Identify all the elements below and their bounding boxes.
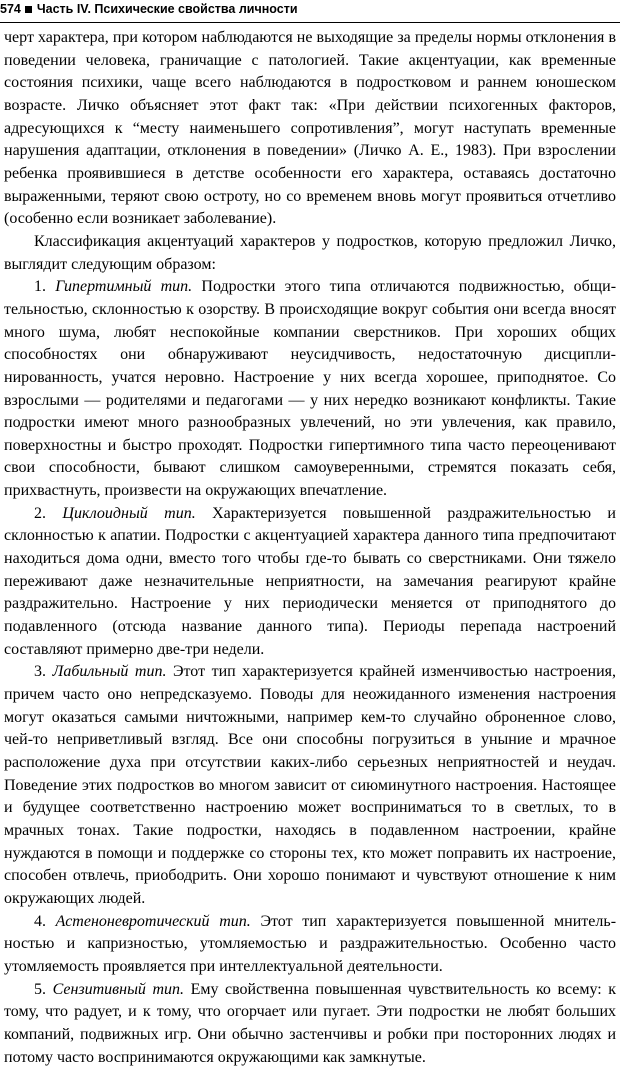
item-term: Сензитивный тип. <box>52 980 185 998</box>
item-text: Этот тип характеризуется крайней изменчивостью настроения, причем часто оно непредсказуемо. Поводы для неожиданного изменения настроения могут оказаться самыми ничтожными, например кем-то случайно оброненное слово, чей-то неприветливый взгляд. Все они способны погрузиться в уныние и мрачное расположение духа при отсутствии каких-либо серьезных неприятностей и неудач. Поведение этих подростков во многом зависит от сиюминутного настроения. Настоящее и будущее соответственно настроению может восприниматься то в светлых, то в мрачных тонах. Такие подростки, находясь в подавленном настроении, крайне нуждаются в помощи и поддержке со стороны тех, кто может поправить их настроение, способен отвлечь, приободрить. Они хорошо понимают и чувствуют отношение к ним окружающих людей. <box>4 663 617 907</box>
item-term: Лабильный тип. <box>52 663 167 681</box>
item-number: 5. <box>34 980 53 998</box>
paragraph-item-hyperthymic <box>4 276 616 503</box>
paragraph-item-asthenoneurotic <box>4 911 616 979</box>
item-number: 2. <box>34 504 63 522</box>
section-title: Часть IV. Психические свойства личности <box>36 2 298 16</box>
item-text: Ему свойственна повышенная чувствительность ко всему: к тому, что радует, и к тому, что огорчает или пугает. Эти подростки не любят больших компаний, подвижных игр. Они обычно застенчивы и робки при посторонних людях и потому часто воспринимаются окружающими как замкнутые. <box>4 980 617 1066</box>
item-number: 4. <box>34 912 56 930</box>
item-number: 1. <box>34 278 56 296</box>
page-body <box>4 27 616 1069</box>
running-header <box>0 0 620 23</box>
item-text: Характеризуется повышенной раздражительностью и склонностью к апатии. Подростки с акцентуацией характера данного типа предпочитают находиться дома одни, вместо того чтобы где-то бывать со сверстниками. Они тяжело переживают даже незначительные неприятности, на замечания реагируют крайне раздражительно. Настроение у них периодически меняется от приподнятого до подавленного (отсюда название данного типа). Периоды перепада настроений составляют примерно две-три недели. <box>4 504 616 658</box>
item-term: Астеноневротический тип. <box>55 912 251 930</box>
item-text: Этот тип характеризуется повышенной мнительностью и капризностью, утомляемостью и раздражительностью. Особенно часто утомляемость проявляется при интеллектуальной деятельности. <box>4 912 617 975</box>
paragraph-item-cycloid <box>4 503 616 662</box>
item-text: Подростки этого типа отличаются подвижностью, общительностью, склонностью к озорству. В происходящие вокруг события они всегда вносят много шума, любят неспокойные компании сверстников. При хороших общих способностях они обнаруживают неусидчивость, недостаточную дисциплинированность, учатся неровно. Настроение у них всегда хорошее, приподнятое. Со взрослыми — родителями и педагогами — у них нередко возникают конфликты. Такие подростки имеют много разнообразных увлечений, но эти увлечения, как правило, поверхностны и быстро проходят. Подростки гипертимного типа часто переоценивают свои способности, бывают слишком самоуверенными, стремятся показать себя, прихвастнуть, произвести на окружающих впечатление. <box>4 278 617 500</box>
paragraph-item-labile <box>4 661 616 910</box>
page-number: 574 <box>0 2 21 16</box>
item-term: Гипертимный тип. <box>55 278 193 296</box>
square-bullet-icon <box>25 6 32 13</box>
paragraph-intro: Классификация акцентуаций характеров у подростков, которую предложил Личко, выглядит следующим образом: <box>4 232 616 273</box>
item-term: Циклоидный тип. <box>62 504 196 522</box>
paragraph-continuation: черт характера, при котором наблюдаются не выходящие за пределы нормы отклонения в поведении человека, граничащие с патологией. Такие акцентуации, как временные состояния психики, чаще всего наблюдаются в подростковом и раннем юношеском возрасте. Личко объясняет этот факт так: «При действии психогенных факторов, адресующихся к “месту наименьшего сопротивления”, могут наступать временные нарушения адаптации, отклонения в поведении» (Личко А. Е., 1983). При взрослении ребенка проявившиеся в детстве особенности его характера, оставаясь достаточно выраженными, теряют свою остроту, но со временем вновь могут проявиться отчетливо (особенно если возникает заболевание). <box>4 29 616 228</box>
paragraph-item-sensitive <box>4 979 616 1069</box>
item-number: 3. <box>34 663 53 681</box>
